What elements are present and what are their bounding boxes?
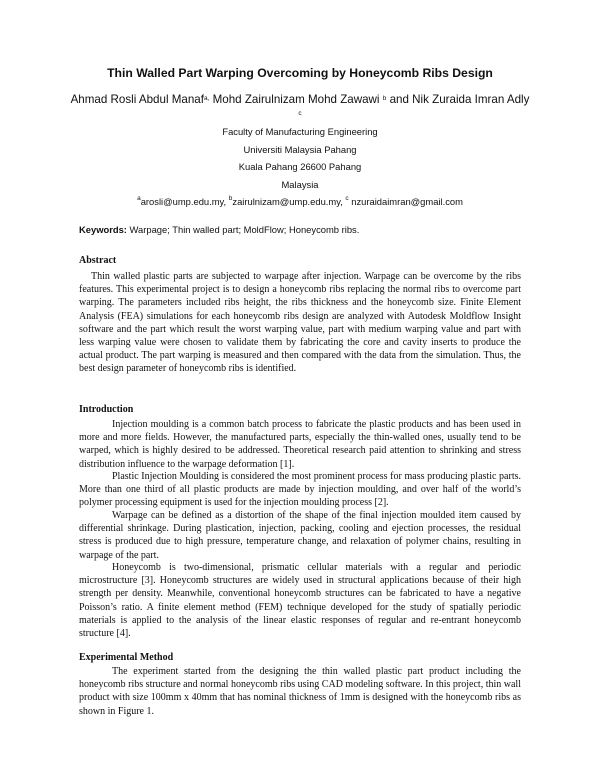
intro-paragraph-2: Plastic Injection Moulding is considered the most prominent process for mass producing plastic parts. More than one third of all plastic products are made by injection moulding, and over half of the world’s polymer processing equipment is used for the injection moulding process [2]. <box>79 471 521 509</box>
author-1: Ahmad Rosli Abdul Manaf <box>70 93 204 106</box>
keywords <box>79 224 359 235</box>
keywords-label: Keywords: <box>79 224 127 235</box>
affiliation-faculty: Faculty of Manufacturing Engineering <box>222 126 378 137</box>
intro-paragraph-1: Injection moulding is a common batch process to fabricate the plastic products and has been used in more and more fields. However, the manufactured parts, especially the thin-walled ones, usually tend to be warped, which is highly desired to be addressed. Theoretical research paid attention to shrinking and stress distribution influence to the warpage deformation [1]. <box>79 419 521 470</box>
author-3-affil-mark: c <box>298 110 302 117</box>
keywords-text: Warpage; Thin walled part; MoldFlow; Honeycomb ribs. <box>126 224 360 235</box>
abstract-heading: Abstract <box>79 255 117 266</box>
affiliation-university: Universiti Malaysia Pahang <box>243 144 357 155</box>
experimental-paragraph-1: The experiment started from the designing the thin walled plastic part product including the honeycomb ribs structure and normal honeycomb ribs using CAD modeling software. In this project, thin wall product with size 100mm x 40mm that has nominal thickness of 1mm is designed with the honeycomb ribs as shown in Figure 1. <box>79 666 521 717</box>
intro-paragraph-3: Warpage can be defined as a distortion of the shape of the final injection moulded item caused by differential shrinkage. During plastication, injection, packing, cooling and ejection processes, the residual stress is produced due to high pressure, temperature change, and relaxation of polymer chains, resulting in warpage of the part. <box>79 510 521 561</box>
author-2-affil-mark: b <box>382 95 387 102</box>
email-b: zairulnizam@ump.edu.my, <box>232 196 346 207</box>
author-emails <box>0 196 600 207</box>
author-1-affil-mark: a, <box>203 95 210 102</box>
affiliation-country: Malaysia <box>281 179 319 190</box>
paper-title: Thin Walled Part Warping Overcoming by Honeycomb Ribs Design <box>107 66 493 80</box>
intro-paragraph-4: Honeycomb is two-dimensional, prismatic cellular materials with a regular and periodic microstructure [3]. Honeycomb structures are widely used in structural applications because of their high strength per density. Meanwhile, conventional honeycomb structures can be fabricated to have a negative Poisson’s ratio. A finite element method (FEM) technique developed for the study of spatially periodic materials is applied to the analysis of the linear elastic responses of regular and re-entrant honeycomb structure [4]. <box>79 562 521 640</box>
email-b-mark: b <box>228 195 233 202</box>
author-list <box>70 92 530 122</box>
author-2: Mohd Zairulnizam Mohd Zawawi <box>209 93 380 106</box>
email-c: nzuraidaimran@gmail.com <box>348 196 463 207</box>
introduction-heading: Introduction <box>79 404 134 415</box>
email-a-mark: a <box>137 195 141 202</box>
experimental-method-heading: Experimental Method <box>79 652 174 663</box>
email-c-mark: c <box>345 195 349 202</box>
abstract-text: Thin walled plastic parts are subjected to warpage after injection. Warpage can be overcome by the ribs features. This experimental project is to design a honeycomb ribs replacing the normal ribs to overcome part warping. The parameters included ribs height, the ribs thickness and the honeycomb size. Finite Element Analysis (FEA) simulations for each honeycomb ribs design are analyzed with Autodesk Moldflow Insight software and the part which result the worst warping value, part with medium warping value and part with less warping value were chosen to validate them by fabricating the core and cavity inserts to produce the actual product. The part warping is measured and then compared with the data from the simulation. Thus, the best design parameter of honeycomb ribs is identified. <box>79 271 521 375</box>
author-3: and Nik Zuraida Imran Adly <box>386 93 530 106</box>
affiliation-city: Kuala Pahang 26600 Pahang <box>238 161 362 172</box>
email-a: arosli@ump.edu.my, <box>140 196 229 207</box>
